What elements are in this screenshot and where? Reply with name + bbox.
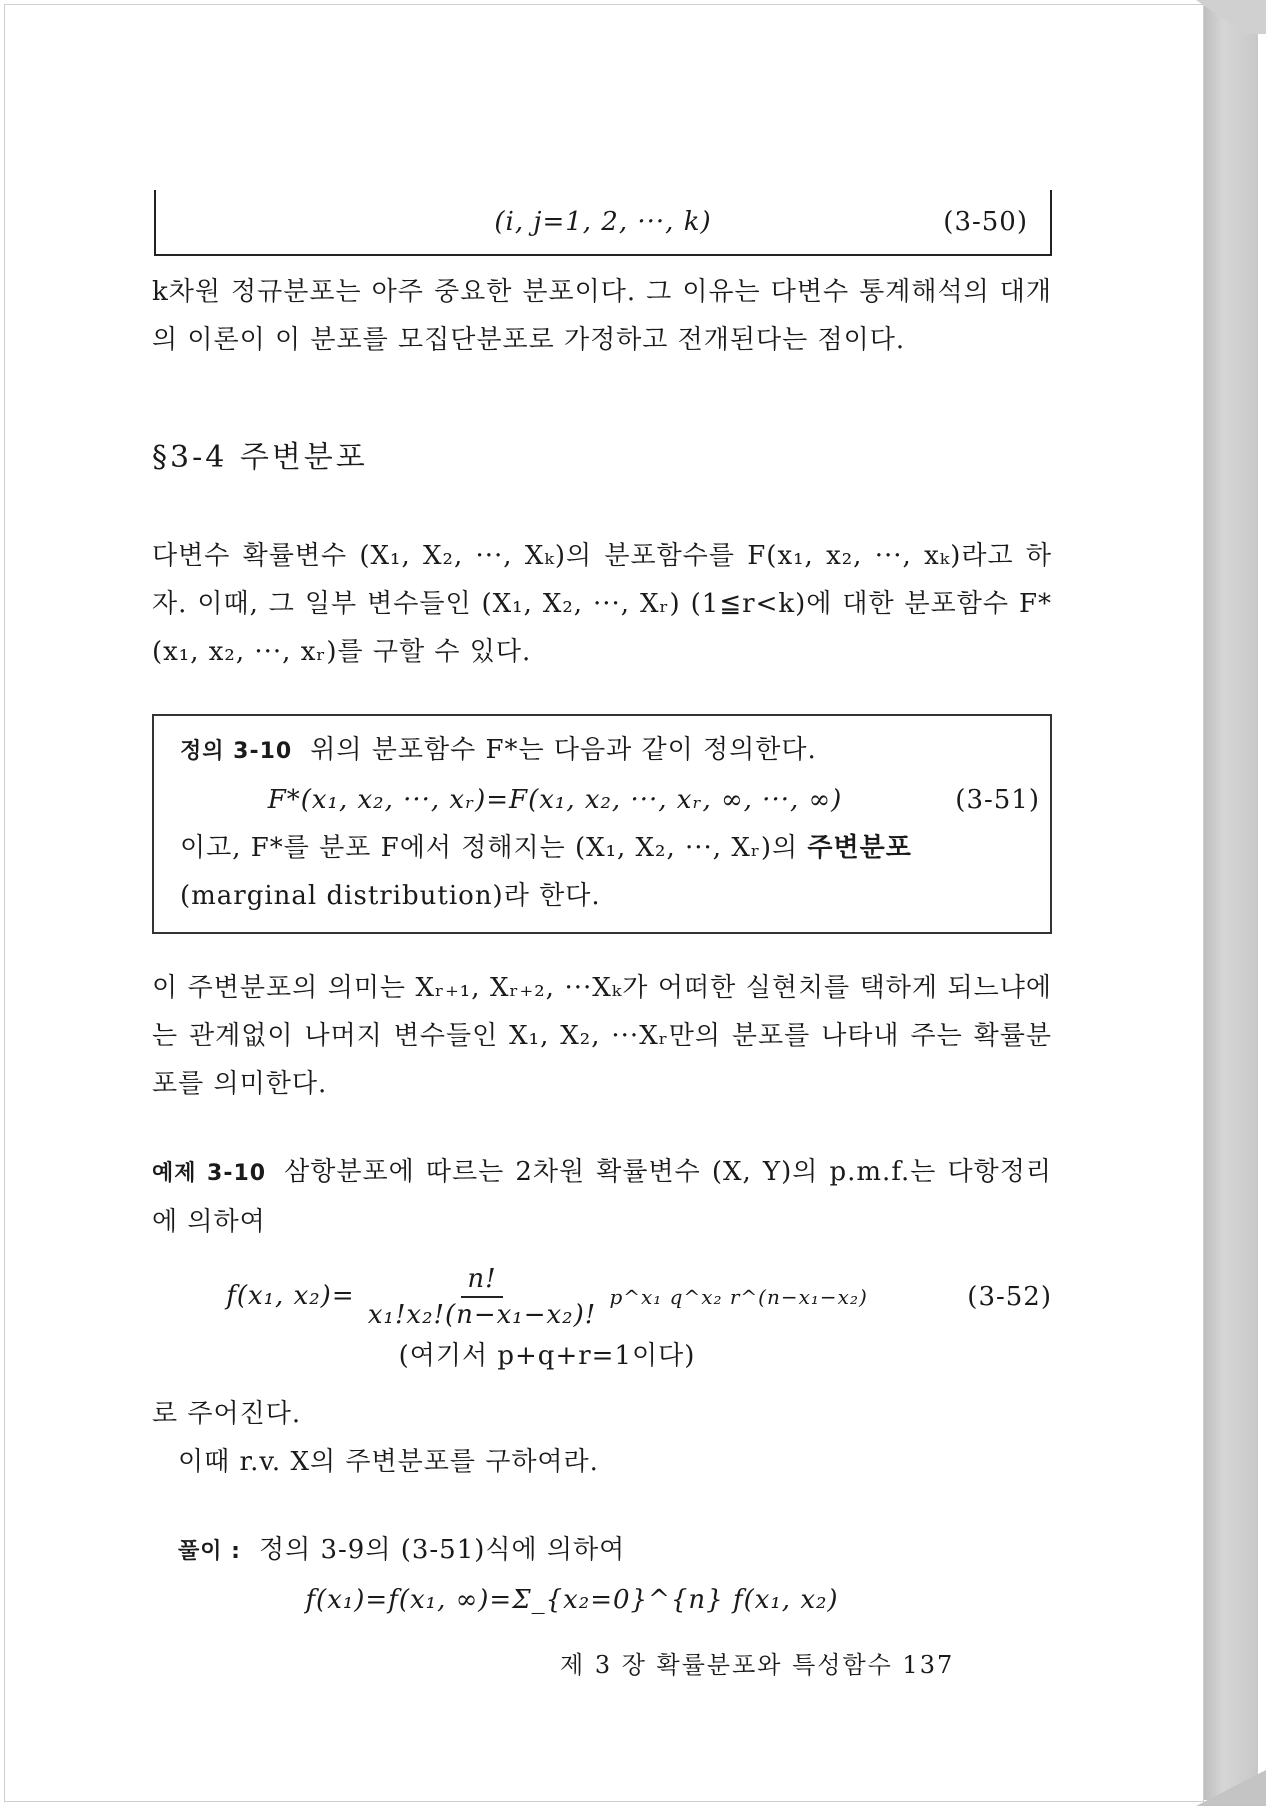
page-edge-shadow <box>1200 6 1258 1800</box>
equation-right: p^x₁ q^x₂ r^(n−x₁−x₂) <box>609 1285 868 1309</box>
example-after-2: 이때 r.v. X의 주변분포를 구하여라. <box>178 1447 599 1477</box>
solution-equation: f(x₁)=f(x₁, ∞)=Σ_{x₂=0}^{n} f(x₁, x₂) <box>305 1585 839 1615</box>
definition-term: 주변분포 <box>807 833 912 863</box>
example-paragraph <box>152 1148 1052 1246</box>
fraction <box>368 1262 596 1332</box>
definition-intro: 위의 분포함수 F*는 다음과 같이 정의한다. <box>310 735 817 765</box>
equation-number: (3-50) <box>943 207 1028 237</box>
page-footer: 제 3 장 확률분포와 특성함수 137 <box>560 1651 955 1679</box>
example-label: 예제 3-10 <box>152 1161 267 1186</box>
equation-text: F*(x₁, x₂, ···, xᵣ)=F(x₁, x₂, ···, xᵣ, ∞, ···, ∞) <box>267 785 843 815</box>
fraction-numerator: n! <box>461 1262 502 1298</box>
solution-paragraph <box>152 1526 1052 1576</box>
paragraph-marginal-intro: 다변수 확률변수 (X₁, X₂, ···, Xₖ)의 분포함수를 F(x₁, x₂, ···, xₖ)라고 하자. 이때, 그 일부 변수들인 (X₁, X₂, ···, Xᵣ) (1≦r<k)에 대한 분포함수 F*(x₁, x₂, ···, xᵣ)를 구할 수 있다. <box>152 541 1052 667</box>
paragraph-normal-distribution: k차원 정규분포는 아주 중요한 분포이다. 그 이유는 다변수 통계해석의 대개의 이론이 이 분포를 모집단분포로 가정하고 전개된다는 점이다. <box>152 277 1052 355</box>
solution-text: 정의 3-9의 (3-51)식에 의하여 <box>258 1535 626 1565</box>
fraction-denominator: x₁!x₂!(n−x₁−x₂)! <box>367 1300 597 1330</box>
definition-label: 정의 3-10 <box>180 739 293 764</box>
equation-3-52 <box>152 1262 1052 1332</box>
section-title: §3-4 주변분포 <box>152 440 368 475</box>
equation-number: (3-52) <box>967 1282 1052 1312</box>
equation-left: f(x₁, x₂)= <box>226 1281 355 1311</box>
page-content <box>152 190 1052 1624</box>
equation-condition: (여기서 p+q+r=1이다) <box>398 1341 696 1371</box>
solution-label: 풀이 : <box>178 1539 241 1564</box>
equation-body <box>152 1262 942 1332</box>
definition-text-end: (marginal distribution)라 한다. <box>180 881 601 911</box>
definition-box <box>152 714 1052 934</box>
definition-body <box>180 824 1040 920</box>
example-after-1: 로 주어진다. <box>152 1399 302 1429</box>
equation-3-51 <box>180 776 1040 824</box>
definition-text: 이고, F*를 분포 F에서 정해지는 (X₁, X₂, ···, Xᵣ)의 <box>180 833 808 863</box>
paragraph-marginal-meaning: 이 주변분포의 의미는 Xᵣ₊₁, Xᵣ₊₂, ···Xₖ가 어떠한 실현치를 택하게 되느냐에는 관계없이 나머지 변수들인 X₁, X₂, ···Xᵣ만의 분포를 나타내 주는 확률분포를 의미한다. <box>152 973 1052 1099</box>
equation-text: (i, j=1, 2, ···, k) <box>494 207 712 237</box>
equation-3-50 <box>154 190 1052 256</box>
example-text: 삼항분포에 따르는 2차원 확률변수 (X, Y)의 p.m.f.는 다항정리에 의하여 <box>152 1157 1053 1237</box>
equation-number: (3-51) <box>955 785 1040 815</box>
